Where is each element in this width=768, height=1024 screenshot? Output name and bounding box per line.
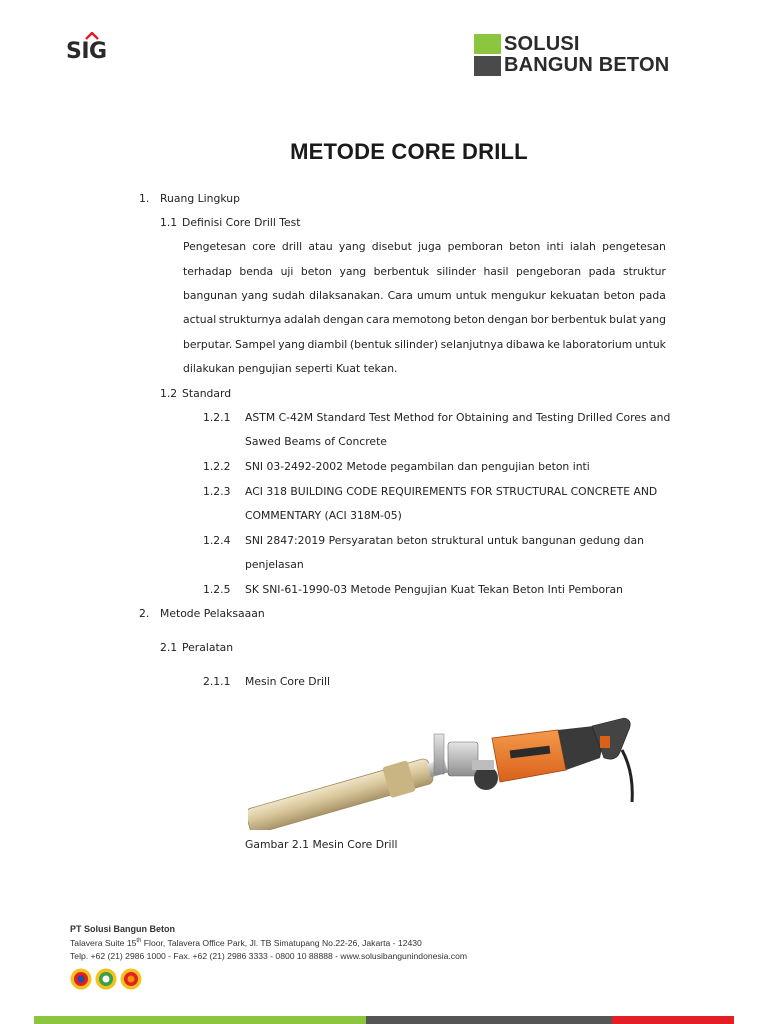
paragraph-word: bor (530, 313, 549, 326)
figure-caption: Gambar 2.1 Mesin Core Drill (245, 838, 398, 851)
logo-line-1: SOLUSI (504, 33, 580, 55)
paragraph-line (183, 240, 666, 253)
paragraph-word: sudah (272, 289, 306, 302)
standard-number: 1.2.1 (203, 411, 231, 424)
item-2-1-1-label: Mesin Core Drill (245, 675, 331, 688)
paragraph-word: beton (300, 265, 333, 278)
subsection-1-1-number: 1.1 (160, 216, 178, 229)
footer-bar-red (612, 1016, 734, 1024)
paragraph-word: laboratorium (562, 338, 633, 351)
subsection-1-1-heading: Definisi Core Drill Test (182, 216, 301, 229)
paragraph-word: diambil (307, 338, 348, 351)
page-header (0, 0, 768, 96)
logo-line-2: BANGUN BETON (504, 54, 670, 76)
paragraph-word: pada (638, 289, 666, 302)
standard-text: ACI 318 BUILDING CODE REQUIREMENTS FOR STRUCTURAL CONCRETE AND (245, 485, 658, 498)
paragraph-word: beton (603, 289, 635, 302)
footer-bar-gray (366, 1016, 612, 1024)
paragraph-word: memotong (392, 313, 452, 326)
standard-text: SNI 2847:2019 Persyaratan beton struktural untuk bangunan gedung dan (245, 534, 644, 547)
paragraph-word: Cara (387, 289, 413, 302)
paragraph-word: ialah (569, 240, 596, 253)
paragraph-word: yang (339, 265, 367, 278)
standard-text: penjelasan (245, 558, 304, 571)
certification-badge-icon (95, 968, 117, 990)
standard-number: 1.2.5 (203, 583, 231, 596)
paragraph-word: actual (183, 313, 217, 326)
logo-green-block (474, 34, 501, 54)
certification-badge-icon (120, 968, 142, 990)
paragraph-word: dengan (322, 313, 364, 326)
standard-text: Sawed Beams of Concrete (245, 435, 387, 448)
paragraph-word: yang (241, 289, 269, 302)
standard-number: 1.2.4 (203, 534, 231, 547)
footer-address-start: Talavera Suite 15 (70, 938, 137, 948)
paragraph-word: terhadap (183, 265, 232, 278)
paragraph-word: disebut (371, 240, 412, 253)
paragraph-word: bulat (609, 313, 637, 326)
section-2-heading: Metode Pelaksaaan (160, 607, 265, 620)
paragraph-word: Pengetesan (183, 240, 247, 253)
paragraph-word: mengukur (490, 289, 546, 302)
paragraph-word: inti (546, 240, 564, 253)
paragraph-line (183, 362, 666, 375)
paragraph-line (183, 313, 666, 326)
paragraph-line (183, 338, 666, 351)
paragraph-word: hasil (483, 265, 509, 278)
footer-company-name: PT Solusi Bangun Beton (70, 924, 175, 934)
paragraph-line (183, 289, 666, 302)
standard-number: 1.2.2 (203, 460, 231, 473)
paragraph-line-text: dilakukan pengujian seperti Kuat tekan. (183, 362, 398, 375)
paragraph-word: bangunan (183, 289, 238, 302)
paragraph-word: yang (639, 313, 666, 326)
paragraph-word: yang (278, 338, 305, 351)
paragraph-word: selanjutnya (440, 338, 504, 351)
section-2-number: 2. (139, 607, 150, 620)
paragraph-word: kekuatan (549, 289, 600, 302)
sig-logo-text: SIG (66, 39, 107, 64)
paragraph-word: silinder (436, 265, 477, 278)
footer-address-end: Floor, Talavera Office Park, Jl. TB Simatupang No.22-26, Jakarta - 12430 (141, 938, 422, 948)
paragraph-word: dengan (487, 313, 529, 326)
paragraph-word: yang (338, 240, 366, 253)
paragraph-word: adalah (283, 313, 321, 326)
paragraph-word: silinder) (394, 338, 439, 351)
paragraph-word: berputar. (183, 338, 233, 351)
subsection-1-2-number: 1.2 (160, 387, 178, 400)
paragraph-word: pemboran (447, 240, 503, 253)
paragraph-word: (bentuk (349, 338, 392, 351)
paragraph-word: ke (547, 338, 560, 351)
standard-text: SK SNI-61-1990-03 Metode Pengujian Kuat Tekan Beton Inti Pemboran (245, 583, 624, 596)
subsection-2-1-heading: Peralatan (182, 641, 234, 654)
paragraph-line (183, 265, 666, 278)
paragraph-word: cara (366, 313, 390, 326)
paragraph-word: berbentuk (373, 265, 430, 278)
paragraph-word: beton (453, 313, 485, 326)
standard-number: 1.2.3 (203, 485, 231, 498)
footer-bar-green (34, 1016, 366, 1024)
logo-gray-block (474, 56, 501, 76)
core-drill-machine-image (248, 712, 640, 830)
paragraph-word: Sampel (235, 338, 276, 351)
item-2-1-1-number: 2.1.1 (203, 675, 231, 688)
paragraph-word: juga (418, 240, 442, 253)
paragraph-word: atau (308, 240, 333, 253)
footer-address-superscript: th (136, 938, 142, 945)
section-1-heading: Ruang Lingkup (160, 192, 240, 205)
sig-logo (66, 32, 122, 68)
paragraph-word: core (252, 240, 276, 253)
subsection-2-1-number: 2.1 (160, 641, 178, 654)
paragraph-word: beton (509, 240, 541, 253)
standard-text: SNI 03-2492-2002 Metode pegambilan dan pengujian beton inti (245, 460, 590, 473)
paragraph-word: dibawa (505, 338, 545, 351)
section-1-number: 1. (139, 192, 150, 205)
paragraph-word: drill (281, 240, 303, 253)
certification-badge-icon (70, 968, 92, 990)
paragraph-word: untuk (634, 338, 666, 351)
paragraph-word: pada (588, 265, 616, 278)
footer-address (70, 938, 422, 948)
paragraph-word: pengeboran (515, 265, 582, 278)
paragraph-word: uji (280, 265, 294, 278)
solusi-bangun-beton-logo (474, 34, 674, 80)
paragraph-word: umum (416, 289, 452, 302)
footer-contact: Telp. +62 (21) 2986 1000 - Fax. +62 (21) 2986 3333 - 0800 10 88888 - www.solusibangunindonesia.com (70, 951, 468, 961)
paragraph-word: pengetesan (602, 240, 666, 253)
document-title: METODE CORE DRILL (290, 139, 528, 164)
paragraph-word: struktur (622, 265, 666, 278)
standard-text: COMMENTARY (ACI 318M-05) (245, 509, 402, 522)
subsection-1-2-heading: Standard (182, 387, 232, 400)
paragraph-word: untuk (455, 289, 487, 302)
paragraph-word: dilaksanakan. (309, 289, 384, 302)
paragraph-word: strukturnya (218, 313, 282, 326)
paragraph-word: benda (239, 265, 274, 278)
standard-text: ASTM C-42M Standard Test Method for Obtaining and Testing Drilled Cores and (245, 411, 671, 424)
paragraph-word: berbentuk (551, 313, 607, 326)
